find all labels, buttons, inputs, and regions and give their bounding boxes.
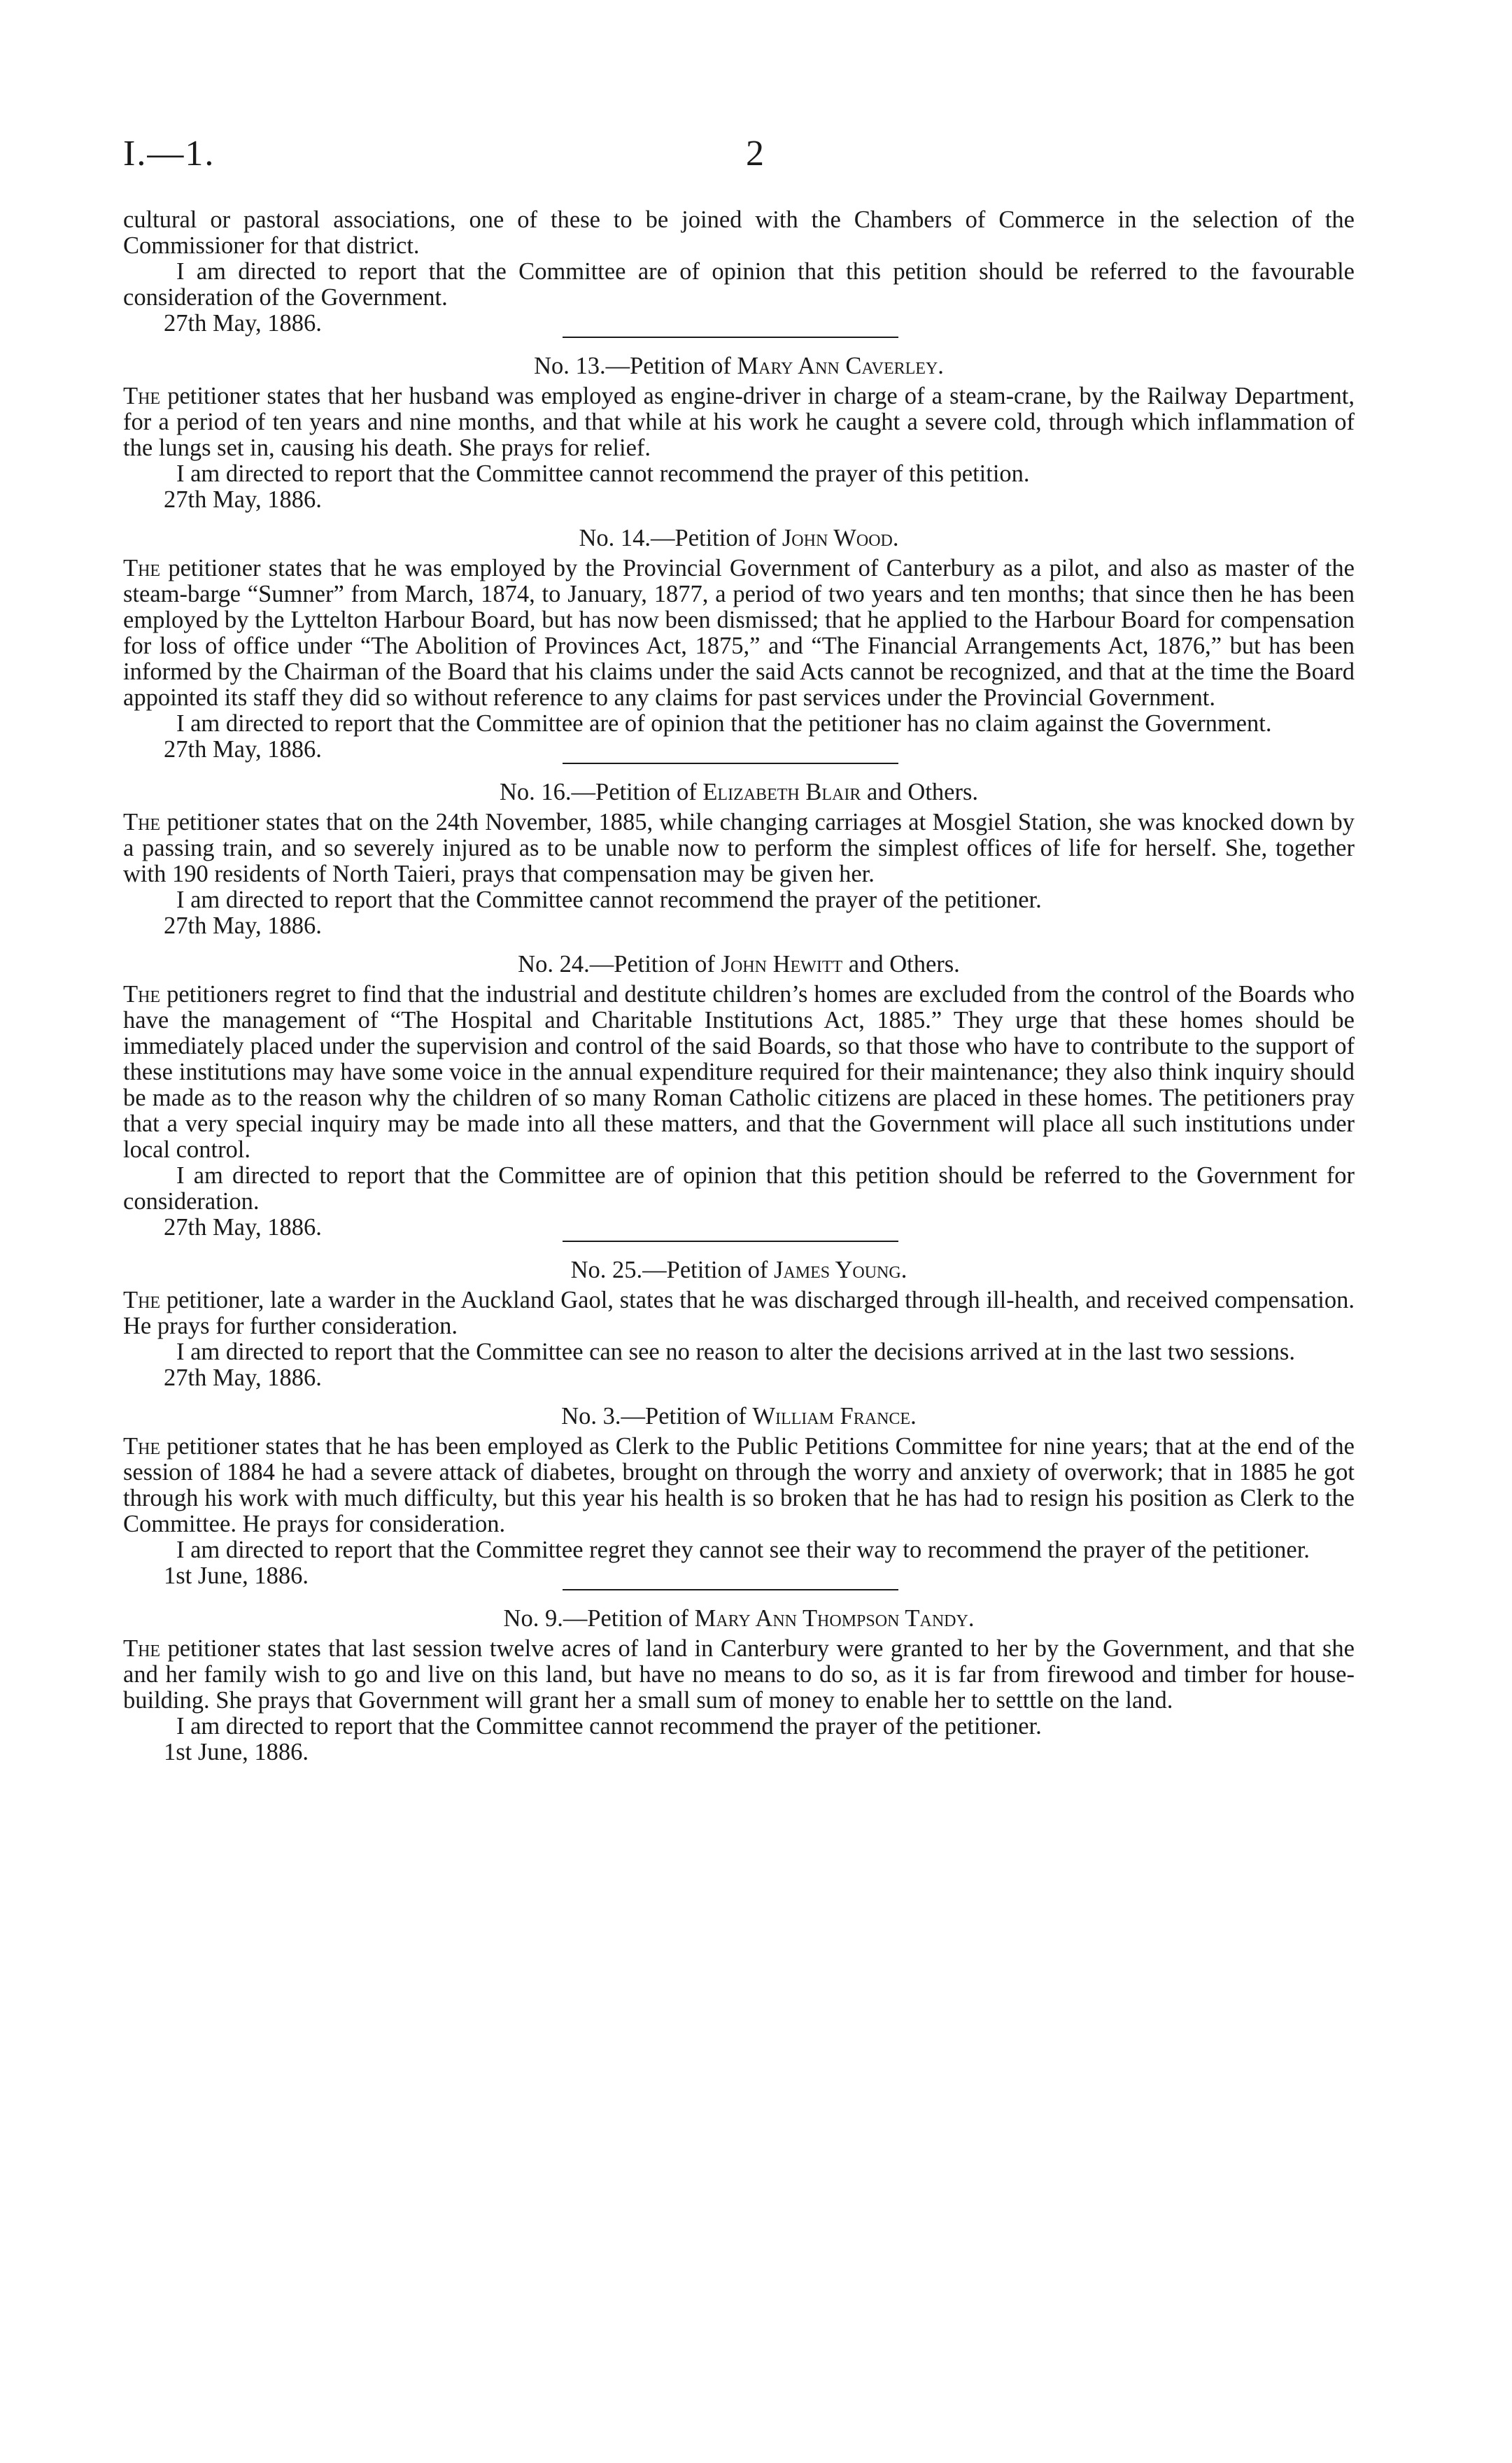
petition-16: [123, 779, 1355, 939]
petition-title: No. 3.—Petition of William France.: [561, 1403, 917, 1430]
section-divider: [563, 1589, 898, 1590]
committee-report: I am directed to report that the Committee cannot recommend the prayer of the petitioner.: [176, 1713, 1042, 1739]
section-divider: [563, 1241, 898, 1242]
section-divider: [563, 337, 898, 338]
petition-body: The petitioner states that on the 24th November, 1885, while changing carriages at Mosgiel Station, she was knocked down by a passing train, and so severely injured as to be unable now to perform the simplest offices of life for herself. She, together with 190 residents of North Taieri, prays that compensation may be given her.: [123, 809, 1355, 887]
report-date: 27th May, 1886.: [164, 1364, 322, 1391]
petition-title: No. 14.—Petition of John Wood.: [579, 525, 899, 551]
page-number: 2: [746, 134, 764, 174]
committee-report: I am directed to report that the Committee cannot recommend the prayer of the petitioner.: [176, 887, 1042, 913]
petitioner-name: John Wood.: [782, 525, 899, 551]
petitioner-name: James Young.: [774, 1257, 907, 1283]
section-space: [123, 939, 1355, 952]
petition-14: [123, 525, 1355, 763]
report-date: 27th May, 1886.: [164, 736, 322, 763]
committee-report: I am directed to report that the Committee regret they cannot see their way to recommend the prayer of the petitioner.: [176, 1537, 1310, 1563]
petition-body: The petitioner states that he was employed by the Provincial Government of Canterbury as a pilot, and also as master of the steam-barge “Sumner” from March, 1874, to January, 1877, a period of two years and ten months; that since then he has been employed by the Lyttelton Harbour Board, but has now been dismissed; that he applied to the Harbour Board for compensation for loss of office under “The Abolition of Provinces Act, 1875,” and “The Financial Arrangements Act, 1876,” but has been informed by the Chairman of the Board that his claims under the said Acts cannot be recognized, and that at the time the Board appointed its staff they did so without reference to any claims for past services under the Provincial Government.: [123, 555, 1355, 711]
section-space: [123, 513, 1355, 525]
committee-report: I am directed to report that the Committee are of opinion that this petition should be referred to the Government for consideration.: [123, 1162, 1355, 1215]
petitioner-name: William France.: [752, 1403, 917, 1430]
committee-report: I am directed to report that the Committee are of opinion that the petitioner has no claim against the Government.: [176, 710, 1272, 737]
petition-body: The petitioners regret to find that the industrial and destitute children’s homes are excluded from the control of the Boards who have the management of “The Hospital and Charitable Institutions Act, 1885.” They urge that these homes should be immediately placed under the supervision and control of the said Boards, so that those who have to contribute to the support of these institutions may have some voice in the annual expenditure required for their maintenance; they also think inquiry should be made as to the reason why the children of so many Roman Catholic citizens are placed in these homes. The petitioners pray that a very special inquiry may be made into all these matters, and that the Government will place all such institutions under local control.: [123, 981, 1355, 1163]
petition-title: No. 9.—Petition of Mary Ann Thompson Tandy.: [503, 1605, 975, 1632]
report-date: 1st June, 1886.: [164, 1739, 309, 1765]
report-date: 27th May, 1886.: [164, 912, 322, 939]
petition-title: No. 24.—Petition of John Hewitt and Others.: [518, 951, 960, 978]
petition-body: The petitioner states that last session twelve acres of land in Canterbury were granted to her by the Government, and that she and her family wish to go and live on this land, but have no means to do so, as it is far from firewood and timber for house-building. She prays that Government will grant her a small sum of money to enable her to setttle on the land.: [123, 1635, 1355, 1714]
petition-9: [123, 1606, 1355, 1765]
petitioner-name: John Hewitt: [721, 951, 843, 978]
petition-body: The petitioner, late a warder in the Auckland Gaol, states that he was discharged through ill-health, and received compensation. He prays for further consideration.: [123, 1287, 1355, 1339]
report-date: 27th May, 1886.: [164, 1214, 322, 1241]
report-date: 27th May, 1886.: [164, 486, 322, 513]
petition-3: [123, 1404, 1355, 1589]
committee-report: I am directed to report that the Committee cannot recommend the prayer of this petition.: [176, 460, 1030, 487]
section-divider: [563, 763, 898, 764]
report-date: 27th May, 1886.: [164, 310, 322, 337]
petition-25: [123, 1257, 1355, 1391]
continued-paragraph: cultural or pastoral associations, one of these to be joined with the Chambers of Commerce in the selection of the Commissioner for that district.: [123, 206, 1355, 259]
petitioner-name: Elizabeth Blair: [702, 779, 861, 805]
petitioner-name: Mary Ann Caverley.: [737, 353, 944, 379]
page-body: [123, 207, 1355, 1765]
committee-report: I am directed to report that the Committee are of opinion that this petition should be referred to the favourable consideration of the Government.: [123, 258, 1355, 311]
petition-title: No. 25.—Petition of James Young.: [570, 1257, 907, 1283]
series-reference: I.—1.: [123, 134, 216, 174]
report-date: 1st June, 1886.: [164, 1562, 309, 1589]
petition-24: [123, 952, 1355, 1241]
petitioner-name: Mary Ann Thompson Tandy.: [694, 1605, 975, 1632]
committee-report: I am directed to report that the Committee can see no reason to alter the decisions arrived at in the last two sessions.: [176, 1339, 1295, 1365]
petition-title: No. 13.—Petition of Mary Ann Caverley.: [534, 353, 944, 379]
petition-body: The petitioner states that he has been employed as Clerk to the Public Petitions Committee for nine years; that at the end of the session of 1884 he had a severe attack of diabetes, brought on through the worry and anxiety of overwork; that in 1885 he got through his work with much difficulty, but this year his health is so broken that he has had to resign his position as Clerk to the Committee. He prays for consideration.: [123, 1433, 1355, 1537]
petition-body: The petitioner states that her husband was employed as engine-driver in charge of a steam-crane, by the Railway Department, for a period of ten years and nine months, and that while at his work he caught a severe cold, through which inflammation of the lungs set in, causing his death. She prays for relief.: [123, 383, 1355, 461]
petition-13: [123, 353, 1355, 513]
section-space: [123, 1391, 1355, 1404]
petition-title: No. 16.—Petition of Elizabeth Blair and Others.: [499, 779, 979, 805]
intro-section: [123, 207, 1355, 337]
